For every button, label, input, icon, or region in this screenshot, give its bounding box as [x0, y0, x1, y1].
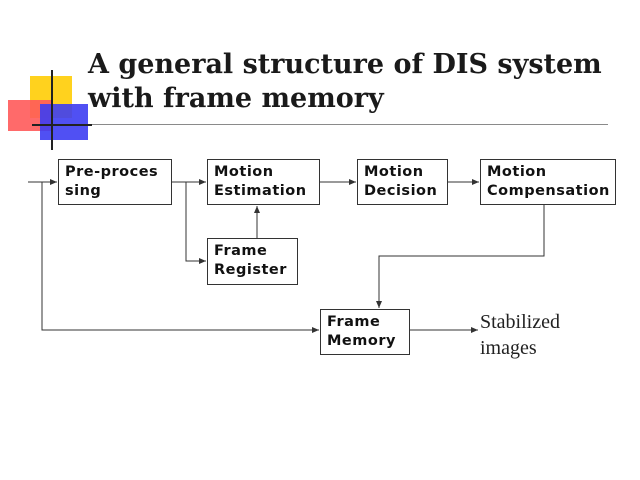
frame-register-block: Frame Register — [207, 238, 298, 285]
motion-compensation-block: Motion Compensation — [480, 159, 616, 205]
compensation-to-memory-arrow — [379, 205, 544, 308]
pre-to-register-arrow — [186, 182, 206, 261]
motion-decision-block: Motion Decision — [357, 159, 448, 205]
frame-memory-block: Frame Memory — [320, 309, 410, 355]
preprocessing-block: Pre-proces sing — [58, 159, 172, 205]
slide-title: A general structure of DIS system with frame memory — [88, 49, 602, 114]
output-label: Stabilized images — [480, 311, 560, 359]
motion-estimation-block: Motion Estimation — [207, 159, 320, 205]
